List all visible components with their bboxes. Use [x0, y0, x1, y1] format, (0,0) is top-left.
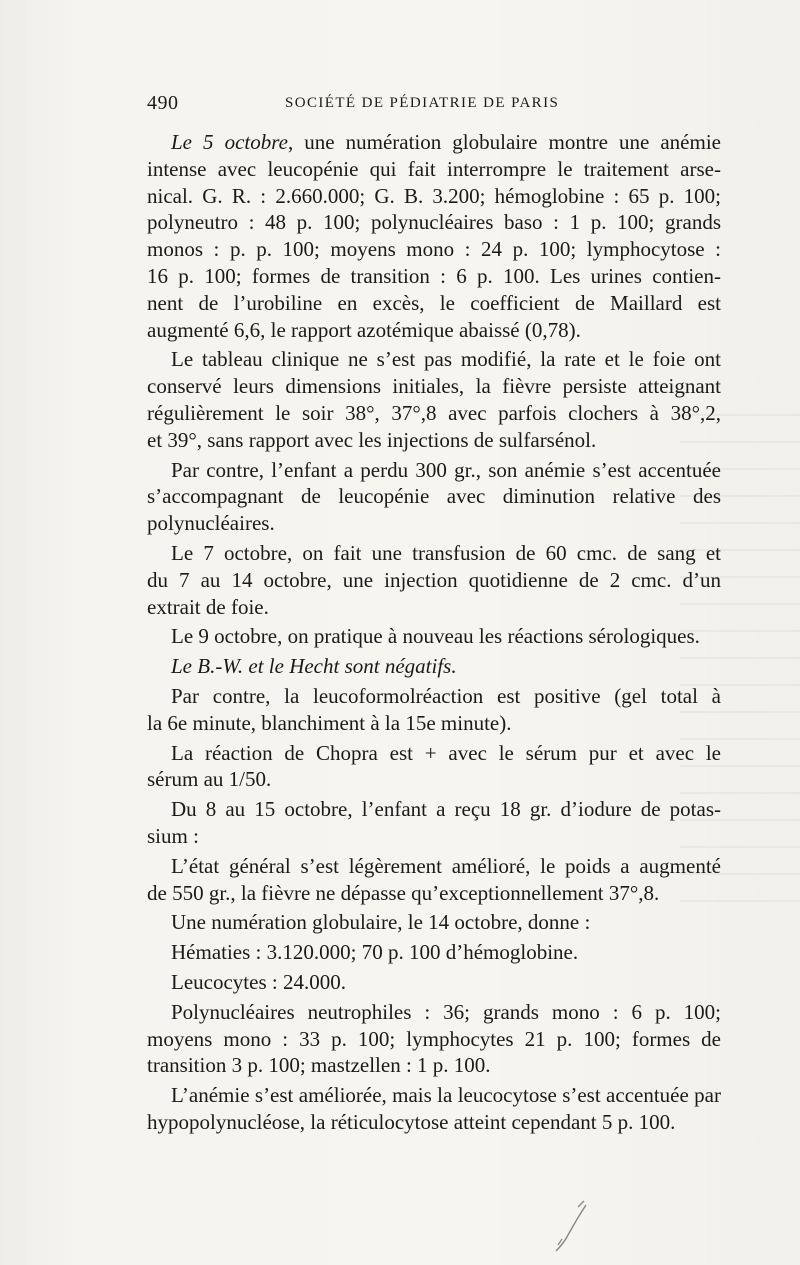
text-line: Hématies : 3.120.000; 70 p. 100 d’hémoglobine.	[171, 940, 579, 965]
text-line: la 6e minute, blanchiment à la 15e minute).	[147, 710, 512, 735]
text-line: Polynucléaires neutrophiles : 36; grands mono : 6 p. 100;	[171, 999, 721, 1024]
text-line: sium :	[147, 823, 199, 848]
text-line: Par contre, l’enfant a perdu 300 gr., son anémie s’est accentuée	[171, 457, 721, 482]
paragraph-8	[147, 740, 721, 794]
text-line: Le 9 octobre, on pratique à nouveau les réactions sérologiques.	[171, 624, 700, 649]
paragraph-13	[147, 969, 721, 996]
paragraph-4	[147, 540, 721, 620]
text-line: 16 p. 100; formes de transition : 6 p. 100. Les urines contien-	[147, 263, 721, 288]
text-line: augmenté 6,6, le rapport azotémique abaissé (0,78).	[147, 317, 581, 342]
paragraph-1	[147, 129, 721, 343]
text-line: du 7 au 14 octobre, une injection quotidienne de 2 cmc. d’un	[147, 567, 721, 592]
text-line: Par contre, la leucoformolréaction est positive (gel total à	[171, 683, 721, 708]
paragraph-7	[147, 683, 721, 737]
running-head: SOCIÉTÉ DE PÉDIATRIE DE PARIS	[285, 95, 560, 111]
text-line: Le 7 octobre, on fait une transfusion de 60 cmc. de sang et	[171, 540, 721, 565]
text-line: nent de l’urobiline en excès, le coefficient de Maillard est	[147, 290, 721, 315]
text-line: monos : p. p. 100; moyens mono : 24 p. 100; lymphocytose :	[147, 237, 721, 262]
text-line: transition 3 p. 100; mastzellen : 1 p. 100.	[147, 1053, 491, 1078]
text-line: Leucocytes : 24.000.	[171, 969, 346, 994]
text-line: sérum au 1/50.	[147, 767, 272, 792]
text-line: régulièrement le soir 38°, 37°,8 avec parfois clochers à 38°,2,	[147, 400, 721, 425]
text-line: extrait de foie.	[147, 594, 269, 619]
text-line: Le 5 octobre, une numération globulaire montre une anémie	[171, 130, 721, 154]
pencil-mark-icon	[548, 1195, 598, 1255]
text-line: nical. G. R. : 2.660.000; G. B. 3.200; hémoglobine : 65 p. 100;	[147, 183, 721, 208]
italic-date-lead: Le 5 octobre	[171, 130, 288, 154]
text-line: L’état général s’est légèrement amélioré, le poids a augmenté	[171, 853, 721, 878]
text-line: Du 8 au 15 octobre, l’enfant a reçu 18 gr. d’iodure de potas-	[171, 797, 721, 822]
paragraph-9	[147, 796, 721, 850]
text-line: Le B.-W. et le Hecht sont négatifs.	[171, 654, 457, 679]
text-line: de 550 gr., la fièvre ne dépasse qu’exceptionnellement 37°,8.	[147, 880, 660, 905]
paragraph-10	[147, 853, 721, 907]
paragraph-14	[147, 999, 721, 1079]
text-line: et 39°, sans rapport avec les injections de sulfarsénol.	[147, 427, 597, 452]
text-line: conservé leurs dimensions initiales, la fièvre persiste atteignant	[147, 374, 721, 399]
text-line: polynucléaires.	[147, 511, 275, 536]
paragraph-11	[147, 909, 721, 936]
text-line: hypopolynucléose, la réticulocytose atteint cependant 5 p. 100.	[147, 1109, 676, 1134]
text-line: Le tableau clinique ne s’est pas modifié, la rate et le foie ont	[171, 347, 721, 372]
text-line: La réaction de Chopra est + avec le sérum pur et avec le	[171, 740, 721, 765]
body-text	[147, 129, 721, 1136]
paragraph-2	[147, 346, 721, 453]
text-line: moyens mono : 33 p. 100; lymphocytes 21 p. 100; formes de	[147, 1026, 721, 1051]
paragraph-12	[147, 939, 721, 966]
paragraph-15	[147, 1082, 721, 1136]
paragraph-5	[147, 623, 721, 650]
page-number: 490	[147, 92, 179, 114]
paragraph-6-italic	[147, 653, 721, 680]
text-line: s’accompagnant de leucopénie avec diminution relative des	[147, 484, 721, 509]
text-line: intense avec leucopénie qui fait interrompre le traitement arse-	[147, 156, 721, 181]
text-line: L’anémie s’est améliorée, mais la leucocytose s’est accentuée par	[171, 1083, 721, 1108]
page-header	[147, 92, 721, 118]
text-line: Une numération globulaire, le 14 octobre, donne :	[171, 910, 591, 935]
paragraph-3	[147, 457, 721, 537]
text-line: polyneutro : 48 p. 100; polynucléaires baso : 1 p. 100; grands	[147, 210, 721, 235]
